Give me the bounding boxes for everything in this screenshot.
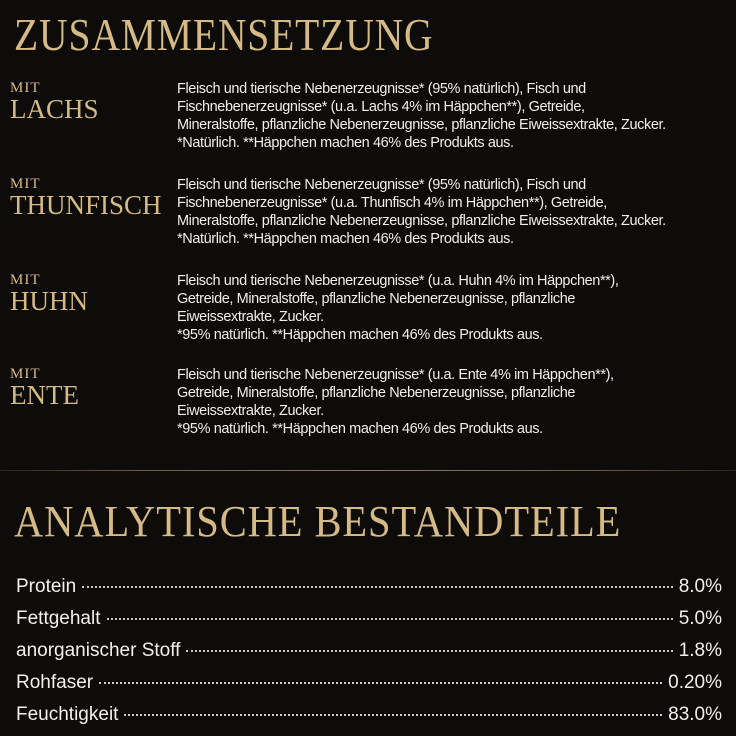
ingredient-line: Fleisch und tierische Nebenerzeugnisse* (95% natürlich), Fisch und xyxy=(177,177,586,193)
nutrient-value: 83.0% xyxy=(668,704,722,725)
variant-prefix: MIT xyxy=(10,272,41,288)
variant-prefix: MIT xyxy=(10,80,41,96)
ingredient-line: Eiweissextrakte, Zucker. xyxy=(177,309,324,325)
dot-leader xyxy=(99,681,662,684)
section-divider xyxy=(0,470,736,471)
variant-ingredients xyxy=(177,176,736,248)
nutrient-value: 5.0% xyxy=(678,608,722,629)
nutrient-value: 0.20% xyxy=(668,672,722,693)
variant-name: ENTE xyxy=(10,380,79,410)
composition-heading: ZUSAMMENSETZUNG xyxy=(14,9,434,60)
nutrient-label: Rohfaser xyxy=(16,672,94,693)
nutrient-row xyxy=(16,606,722,632)
variant-name: LACHS xyxy=(10,94,99,124)
ingredient-line: *Natürlich. **Häppchen machen 46% des Produkts aus. xyxy=(177,135,514,151)
nutrient-row xyxy=(16,670,722,696)
nutrient-row xyxy=(16,574,722,600)
nutrient-row xyxy=(16,702,722,728)
ingredient-line: Eiweissextrakte, Zucker. xyxy=(177,403,324,419)
ingredient-line: Getreide, Mineralstoffe, pflanzliche Nebenerzeugnisse, pflanzliche xyxy=(177,291,576,307)
variant-ingredients xyxy=(177,80,736,152)
variant-prefix: MIT xyxy=(10,176,41,192)
analysis-heading: ANALYTISCHE BESTANDTEILE xyxy=(14,497,622,546)
nutrient-label: anorganischer Stoff xyxy=(16,640,181,661)
ingredient-line: Mineralstoffe, pflanzliche Nebenerzeugnisse, pflanzliche Eiweissextrakte, Zucker. xyxy=(177,117,666,133)
ingredient-line: *95% natürlich. **Häppchen machen 46% des Produkts aus. xyxy=(177,327,543,343)
dot-leader xyxy=(186,649,672,652)
ingredient-line: Mineralstoffe, pflanzliche Nebenerzeugnisse, pflanzliche Eiweissextrakte, Zucker. xyxy=(177,213,666,229)
dot-leader xyxy=(82,585,672,588)
nutrient-label: Fettgehalt xyxy=(16,608,101,629)
ingredient-line: Fleisch und tierische Nebenerzeugnisse* (u.a. Ente 4% im Häppchen**), xyxy=(177,367,614,383)
dot-leader xyxy=(124,713,662,716)
variant-name: HUHN xyxy=(10,286,88,316)
nutrient-label: Feuchtigkeit xyxy=(16,704,119,725)
ingredient-line: Fleisch und tierische Nebenerzeugnisse* (u.a. Huhn 4% im Häppchen**), xyxy=(177,273,619,289)
dot-leader xyxy=(107,617,673,620)
nutrient-value: 8.0% xyxy=(678,576,722,597)
nutrient-label: Protein xyxy=(16,576,77,597)
ingredient-line: Fischnebenerzeugnisse* (u.a. Thunfisch 4% im Häppchen**), Getreide, xyxy=(177,195,607,211)
nutrient-row xyxy=(16,638,722,664)
ingredient-line: Getreide, Mineralstoffe, pflanzliche Nebenerzeugnisse, pflanzliche xyxy=(177,385,576,401)
variant-prefix: MIT xyxy=(10,366,41,382)
variant-ingredients xyxy=(177,366,736,438)
variant-name: THUNFISCH xyxy=(10,190,162,220)
ingredient-line: Fleisch und tierische Nebenerzeugnisse* (95% natürlich), Fisch und xyxy=(177,81,586,97)
variant-ingredients xyxy=(177,272,736,344)
ingredient-line: *95% natürlich. **Häppchen machen 46% des Produkts aus. xyxy=(177,421,543,437)
ingredient-line: Fischnebenerzeugnisse* (u.a. Lachs 4% im Häppchen**), Getreide, xyxy=(177,99,585,115)
ingredient-line: *Natürlich. **Häppchen machen 46% des Produkts aus. xyxy=(177,231,514,247)
nutrient-value: 1.8% xyxy=(678,640,722,661)
